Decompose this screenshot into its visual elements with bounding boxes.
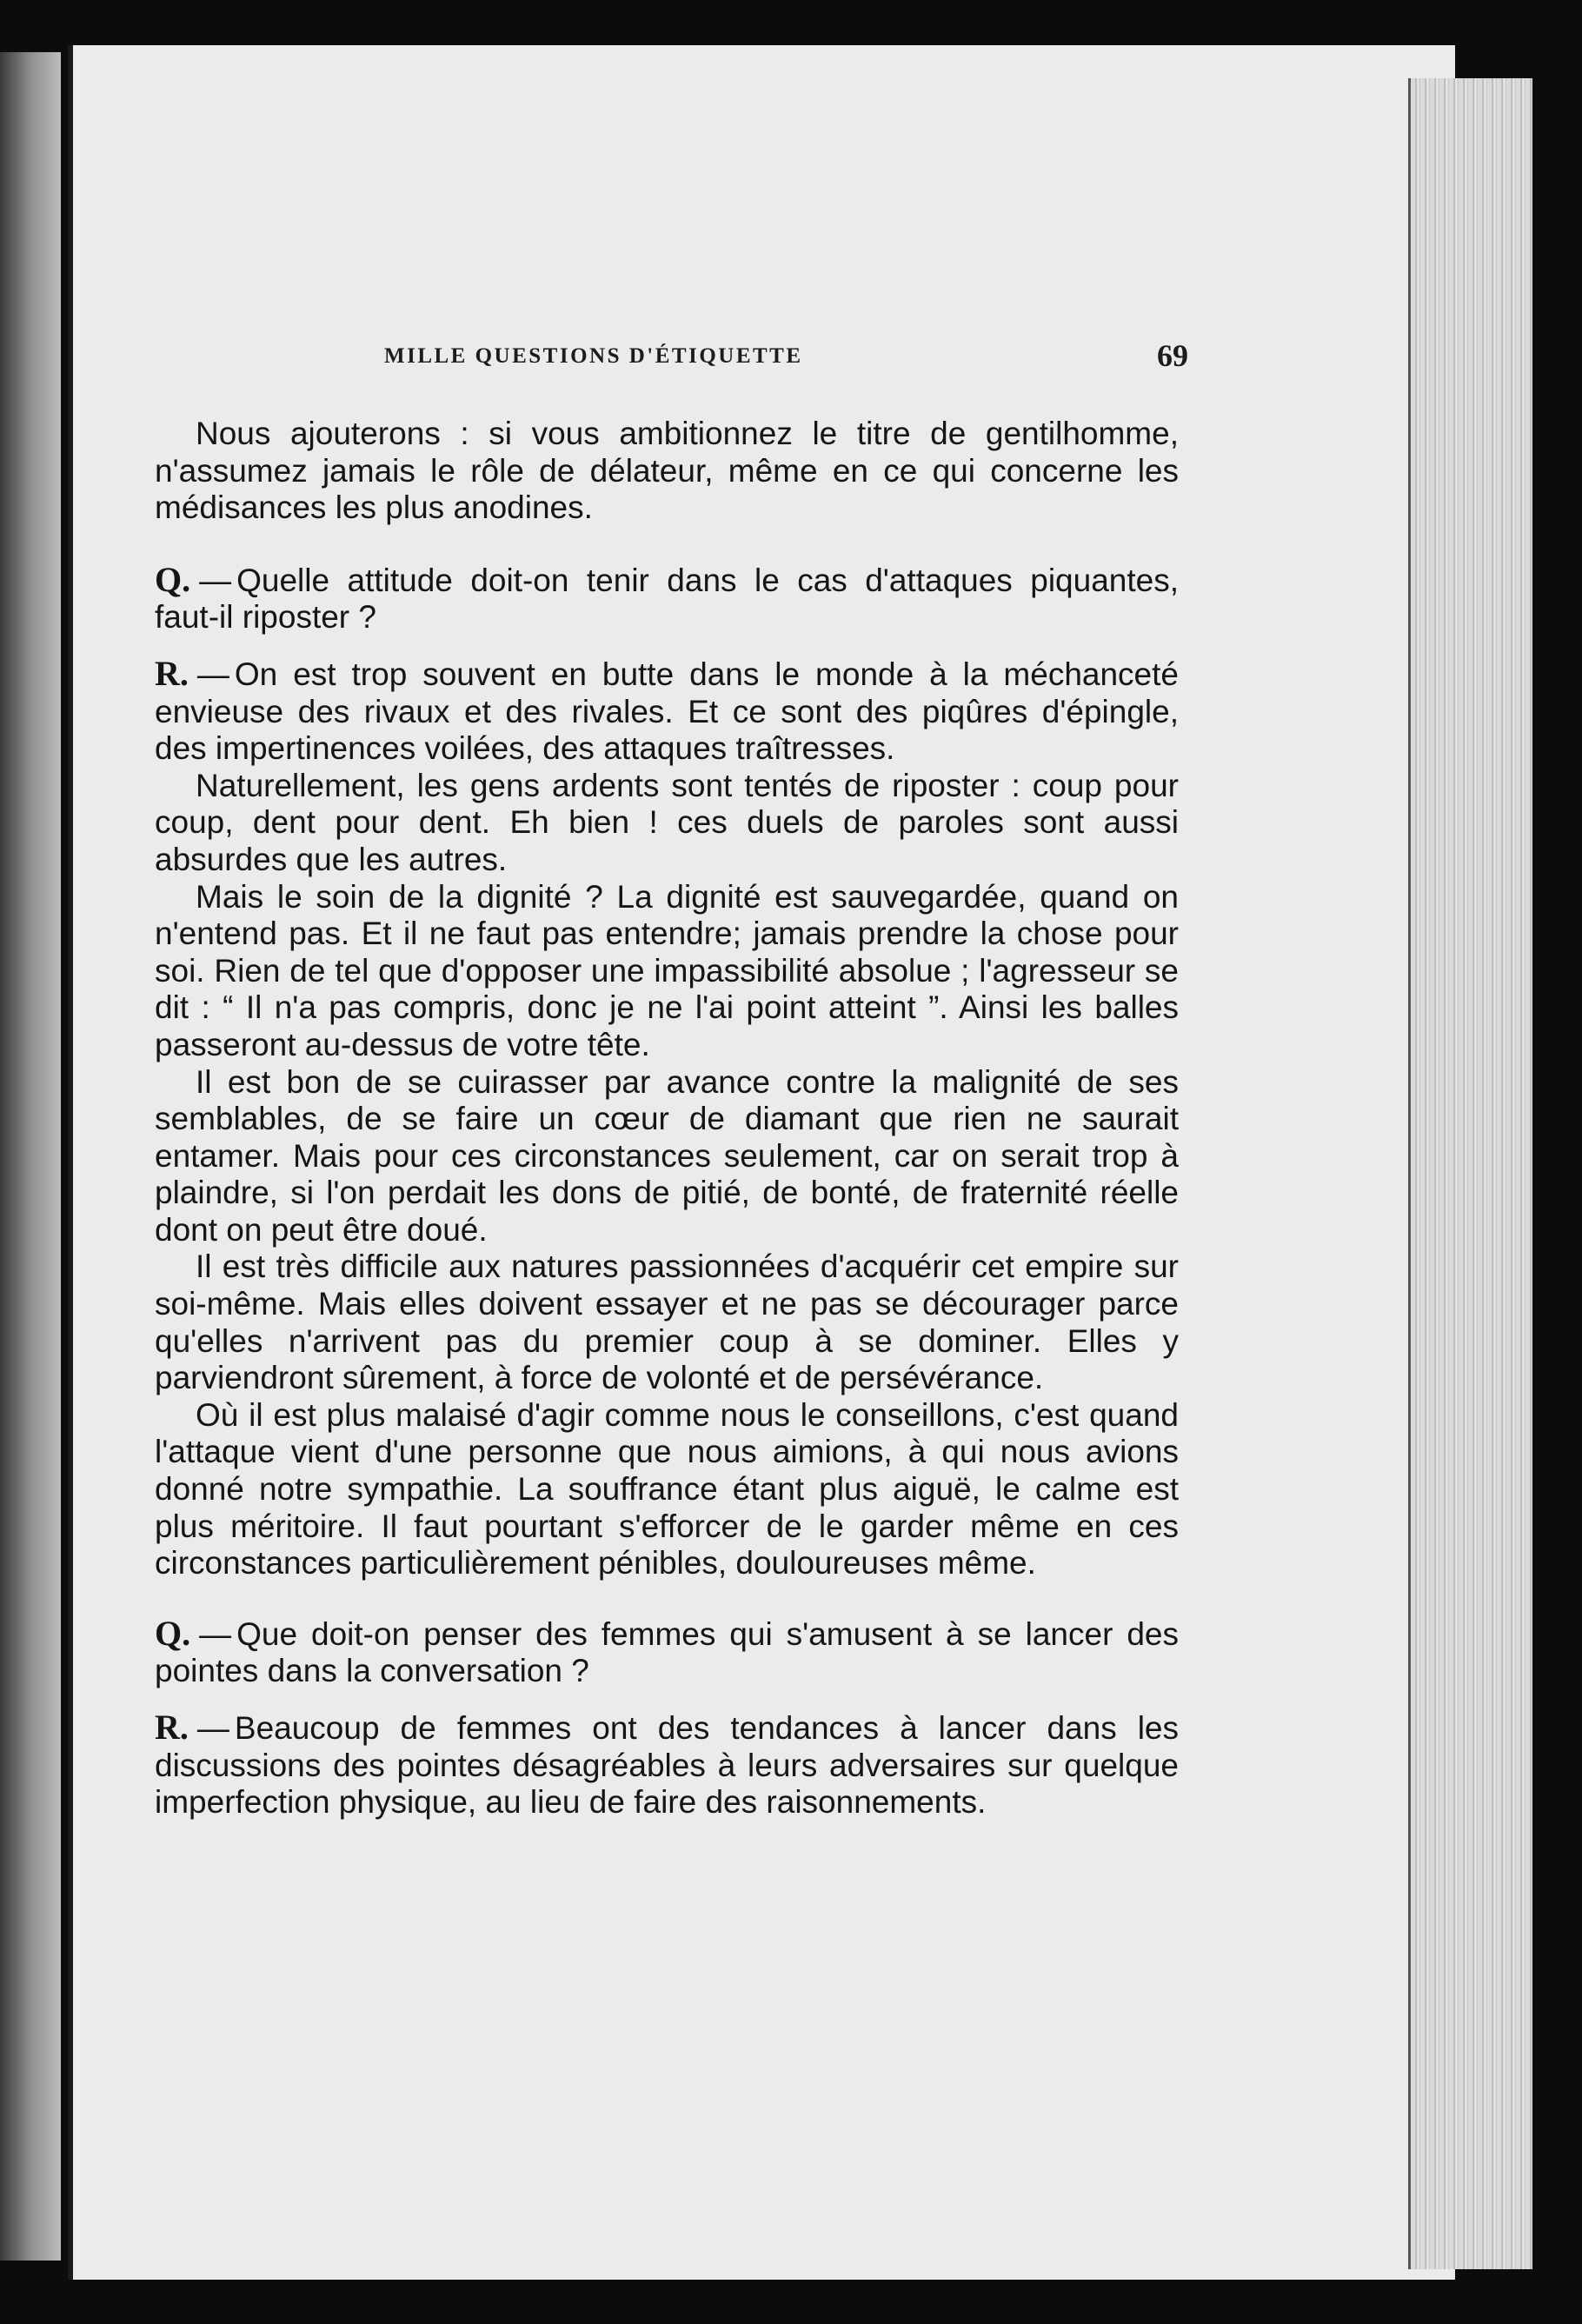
answer-1: R. — On est trop souvent en butte dans le monde à la méchanceté envieuse des rivaux et des rivales. Et ce sont des piqûres d'épingle, des impertinences voilées, des attaques traîtresses.: [155, 653, 1179, 767]
running-title: MILLE QUESTIONS D'ÉTIQUETTE: [384, 344, 803, 368]
page-number: 69: [1157, 338, 1188, 373]
answer-1-paragraph: Où il est plus malaisé d'agir comme nous le conseillons, c'est quand l'attaque vient d'une personne que nous aimions, à qui nous avions donné notre sympathie. La souffrance étant plus aiguë, le calme est plus méritoire. Il faut pourtant s'efforcer de le garder même en ces circonstances particulièrement pénibles, douloureuses même.: [155, 1396, 1179, 1582]
intro-paragraph: Nous ajouterons : si vous ambitionnez le titre de gentilhomme, n'assumez jamais le rôle de délateur, même en ce qui concerne les médisances les plus anodines.: [155, 416, 1179, 526]
answer-text: On est trop souvent en butte dans le monde à la méchanceté envieuse des rivaux et des rivales. Et ce sont des piqûres d'épingle, des impertinences voilées, des attaques traîtresses.: [155, 656, 1179, 767]
question-1: Q. — Quelle attitude doit-on tenir dans le cas d'attaques piquantes, faut-il riposter ?: [155, 559, 1179, 636]
facing-page-edge: [0, 52, 61, 2261]
answer-2: R. — Beaucoup de femmes ont des tendances à lancer dans les discussions des pointes désagréables à leurs adversaires sur quelque imperfection physique, au lieu de faire des raisonnements.: [155, 1708, 1179, 1821]
question-text: Que doit-on penser des femmes qui s'amusent à se lancer des pointes dans la conversation ?: [155, 1615, 1179, 1689]
question-2: Q. — Que doit-on penser des femmes qui s'amusent à se lancer des pointes dans la conversation ?: [155, 1613, 1179, 1689]
question-mark-label: Q.: [155, 559, 191, 599]
answer-1-paragraph: Naturellement, les gens ardents sont tentés de riposter : coup pour coup, dent pour dent. Eh bien ! ces duels de paroles sont aussi absurdes que les autres.: [155, 767, 1179, 877]
answer-text: Beaucoup de femmes ont des tendances à lancer dans les discussions des pointes désagréables à leurs adversaires sur quelque imperfection physique, au lieu de faire des raisonnements.: [155, 1710, 1179, 1821]
answer-1-paragraph: Il est bon de se cuirasser par avance contre la malignité de ses semblables, de se faire un cœur de diamant que rien ne saurait entamer. Mais pour ces circonstances seulement, car on serait trop à plaindre, si l'on perdait les dons de pitié, de bonté, de fraternité réelle dont on peut être doué.: [155, 1063, 1179, 1248]
page-header: [384, 337, 1188, 381]
page-stack-edges: [1408, 78, 1532, 2269]
page-body: [155, 416, 1179, 1821]
answer-mark-label: R.: [155, 653, 189, 693]
question-mark-label: Q.: [155, 1613, 191, 1653]
answer-mark-label: R.: [155, 1708, 189, 1747]
answer-1-paragraph: Mais le soin de la dignité ? La dignité est sauvegardée, quand on n'entend pas. Et il ne faut pas entendre; jamais prendre la chose pour soi. Rien de tel que d'opposer une impassibilité absolue ; l'agresseur se dit : “ Il n'a pas compris, donc je ne l'ai point atteint ”. Ainsi les balles passeront au-dessus de votre tête.: [155, 878, 1179, 1062]
answer-1-paragraph: Il est très difficile aux natures passionnées d'acquérir cet empire sur soi-même. Mais elles doivent essayer et ne pas se décourager parce qu'elles n'arrivent pas du premier coup à se dominer. Elles y parviendront sûrement, à force de volonté et de persévérance.: [155, 1249, 1179, 1396]
question-text: Quelle attitude doit-on tenir dans le cas d'attaques piquantes, faut-il riposter ?: [155, 562, 1179, 636]
